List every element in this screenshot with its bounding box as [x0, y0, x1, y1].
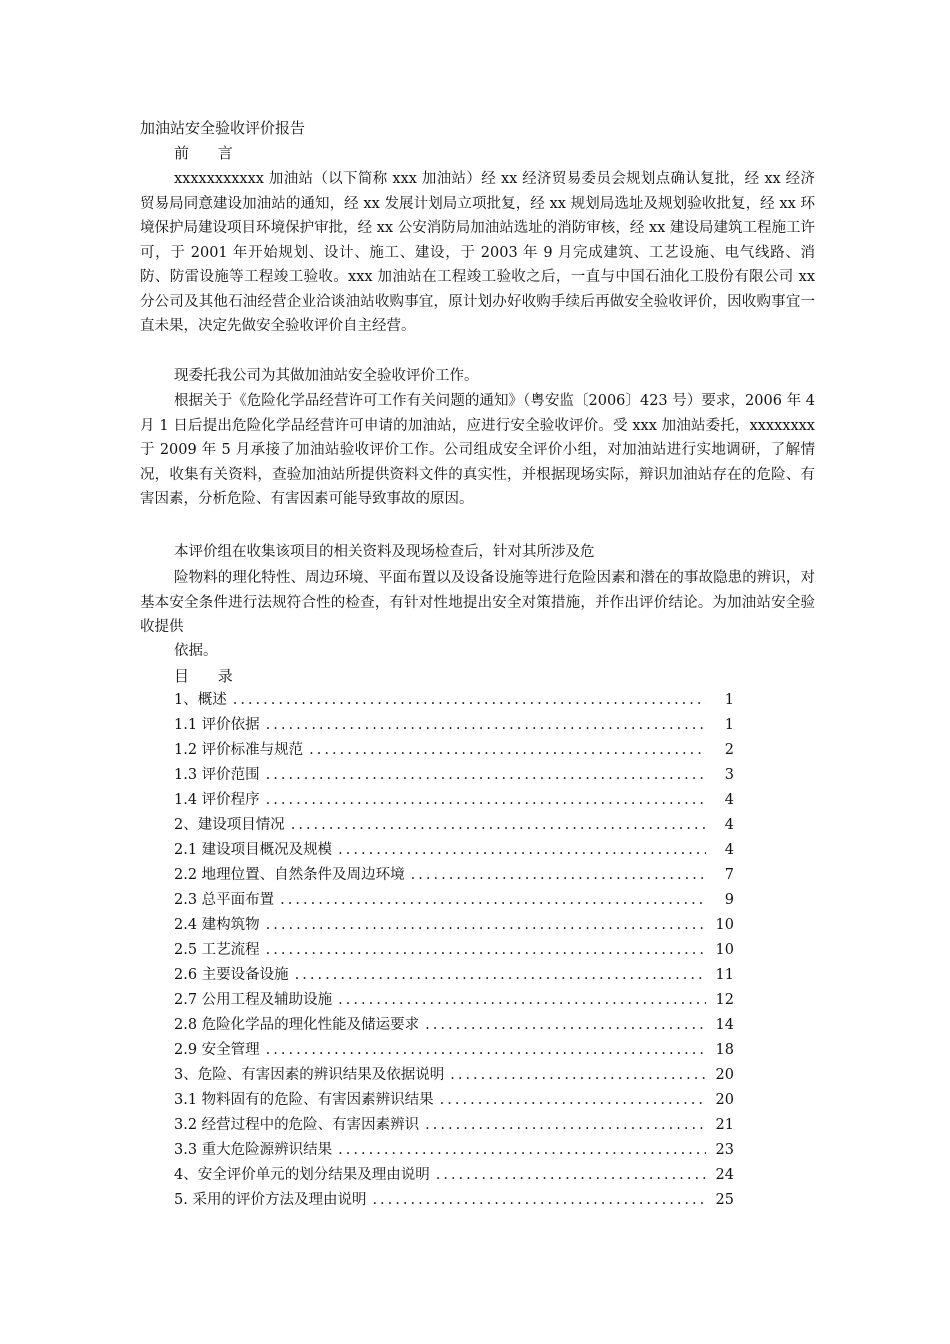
toc-entry[interactable]	[174, 813, 744, 838]
toc-leader-dots	[309, 738, 706, 763]
toc-entry[interactable]	[174, 1088, 744, 1113]
toc-entry[interactable]	[174, 1163, 744, 1188]
toc-entry-label: 2.9 安全管理	[174, 1042, 260, 1058]
toc-entry-page: 10	[715, 917, 734, 933]
toc-leader-dots	[266, 913, 706, 938]
paragraph: 险物料的理化特性、周边环境、平面布置以及设备设施等进行危险因素和潜在的事故隐患的辨识，对基本安全条件进行法规符合性的检查，有针对性地提出安全对策措施，并作出评价结论。为加油站安全验收提供	[140, 570, 815, 635]
toc-entry[interactable]	[174, 888, 744, 913]
toc-leader-dots	[280, 888, 706, 913]
toc-entry-label: 3.3 重大危险源辨识结果	[174, 1142, 333, 1158]
toc-entry[interactable]	[174, 988, 744, 1013]
toc-entry-label: 2.6 主要设备设施	[174, 967, 289, 983]
toc-entry-page: 24	[715, 1167, 734, 1183]
toc-leader-dots	[291, 813, 706, 838]
toc-entry-page: 18	[715, 1042, 734, 1058]
toc-leader-dots	[266, 763, 706, 788]
toc-entry-page: 20	[715, 1092, 734, 1108]
toc-entry-page: 10	[715, 942, 734, 958]
toc-entry-label: 1.4 评价程序	[174, 792, 260, 808]
toc-entry-page: 4	[724, 817, 734, 833]
toc-entry-label: 2.1 建设项目概况及规模	[174, 842, 333, 858]
toc-leader-dots	[425, 1013, 706, 1038]
toc-entry[interactable]	[174, 1013, 744, 1038]
toc-entry-page: 25	[715, 1192, 734, 1208]
toc-leader-dots	[266, 788, 706, 813]
toc-entry-page: 4	[724, 842, 734, 858]
toc-entry[interactable]	[174, 1188, 744, 1213]
toc-entry-label: 2.2 地理位置、自然条件及周边环境	[174, 867, 405, 883]
toc-leader-dots	[266, 713, 706, 738]
toc-entry-label: 2.3 总平面布置	[174, 892, 275, 908]
toc-entry-page: 21	[715, 1117, 734, 1133]
toc-entry-page: 2	[724, 742, 734, 758]
toc-leader-dots	[425, 1113, 706, 1138]
toc-entry-page: 4	[724, 792, 734, 808]
toc-entry-label: 1.1 评价依据	[174, 717, 260, 733]
toc-entry[interactable]	[174, 863, 744, 888]
toc-entry[interactable]	[174, 963, 744, 988]
preface-heading: 前 言	[174, 144, 245, 162]
paragraph: 现委托我公司为其做加油站安全验收评价工作。	[174, 368, 479, 384]
toc-entry-page: 1	[724, 692, 734, 708]
toc-entry-label: 1.3 评价范围	[174, 767, 260, 783]
toc-leader-dots	[450, 1063, 706, 1088]
toc-entry-label: 1、概述	[174, 692, 227, 708]
toc-entry[interactable]	[174, 938, 744, 963]
toc-entry-label: 3.2 经营过程中的危险、有害因素辨识	[174, 1117, 420, 1133]
toc-leader-dots	[266, 938, 706, 963]
toc-entry[interactable]	[174, 713, 744, 738]
toc-leader-dots	[372, 1188, 706, 1213]
toc-entry[interactable]	[174, 1138, 744, 1163]
toc-leader-dots	[338, 988, 706, 1013]
toc-entry[interactable]	[174, 763, 744, 788]
toc-entry-page: 7	[724, 867, 734, 883]
toc-leader-dots	[233, 688, 706, 713]
toc-entry[interactable]	[174, 1113, 744, 1138]
toc-entry-page: 12	[715, 992, 734, 1008]
toc-entry-page: 9	[724, 892, 734, 908]
toc-entry-label: 2.4 建构筑物	[174, 917, 260, 933]
paragraph: 根据关于《危险化学品经营许可工作有关问题的通知》（粤安监〔2006〕423 号）要求，2006 年 4 月 1 日后提出危险化学品经营许可申请的加油站，应进行安全验收评价。受 xxx 加油站委托，xxxxxxxx 于 2009 年 5 月承接了加油站验收评价工作。公司组成安全评价小组，对加油站进行实地调研，了解情况，收集有关资料，查验加油站所提供资料文件的真实性，并根据现场实际，辩识加油站存在的危险、有害因素，分析危险、有害因素可能导致事故的原因。	[140, 393, 815, 507]
toc-entry-page: 14	[715, 1017, 734, 1033]
toc-entry-page: 23	[715, 1142, 734, 1158]
toc-entry-page: 1	[724, 717, 734, 733]
toc-entry-page: 3	[724, 767, 734, 783]
toc-entry-page: 11	[715, 967, 734, 983]
toc-entry-label: 2.8 危险化学品的理化性能及储运要求	[174, 1017, 420, 1033]
toc-entry-label: 2.7 公用工程及辅助设施	[174, 992, 333, 1008]
toc-entry-label: 5. 采用的评价方法及理由说明	[174, 1192, 367, 1208]
toc-entry[interactable]	[174, 913, 744, 938]
toc-entry[interactable]	[174, 1038, 744, 1063]
toc-entry-page: 20	[715, 1067, 734, 1083]
toc-entry[interactable]	[174, 788, 744, 813]
toc-entry-label: 1.2 评价标准与规范	[174, 742, 304, 758]
toc-entry[interactable]	[174, 738, 744, 763]
toc-entry-label: 2.5 工艺流程	[174, 942, 260, 958]
toc-entry[interactable]	[174, 1063, 744, 1088]
toc-leader-dots	[440, 1088, 706, 1113]
paragraph: 依据。	[174, 643, 218, 659]
toc-leader-dots	[436, 1163, 706, 1188]
toc-entry[interactable]	[174, 688, 744, 713]
toc-leader-dots	[338, 1138, 706, 1163]
table-of-contents	[174, 688, 744, 1213]
paragraph: xxxxxxxxxxx 加油站（以下简称 xxx 加油站）经 xx 经济贸易委员会规划点确认复批，经 xx 经济贸易局同意建设加油站的通知，经 xx 发展计划局立项批复，经 xx 规划局选址及规划验收批复，经 xx 环境保护局建设项目环境保护审批，经 xx 公安消防局加油站选址的消防审核，经 xx 建设局建筑工程施工许可，于 2001 年开始规划、设计、施工、建设，于 2003 年 9 月完成建筑、工艺设施、电气线路、消防、防雷设施等工程竣工验收。xxx 加油站在工程竣工验收之后，一直与中国石油化工股份有限公司 xx 分公司及其他石油经营企业洽谈油站收购事宜，原计划办好收购手续后再做安全验收评价，因收购事宜一直未果，决定先做安全验收评价自主经营。	[140, 171, 815, 334]
toc-leader-dots	[266, 1038, 706, 1063]
toc-leader-dots	[338, 838, 706, 863]
toc-leader-dots	[295, 963, 706, 988]
toc-heading: 目 录	[174, 667, 245, 685]
toc-entry-label: 2、建设项目情况	[174, 817, 285, 833]
toc-entry-label: 4、安全评价单元的划分结果及理由说明	[174, 1167, 430, 1183]
paragraph: 本评价组在收集该项目的相关资料及现场检查后，针对其所涉及危	[174, 544, 595, 560]
toc-entry-label: 3、危险、有害因素的辨识结果及依据说明	[174, 1067, 445, 1083]
toc-entry[interactable]	[174, 838, 744, 863]
toc-entry-label: 3.1 物料固有的危险、有害因素辨识结果	[174, 1092, 434, 1108]
toc-leader-dots	[411, 863, 706, 888]
document-title: 加油站安全验收评价报告	[140, 119, 306, 137]
